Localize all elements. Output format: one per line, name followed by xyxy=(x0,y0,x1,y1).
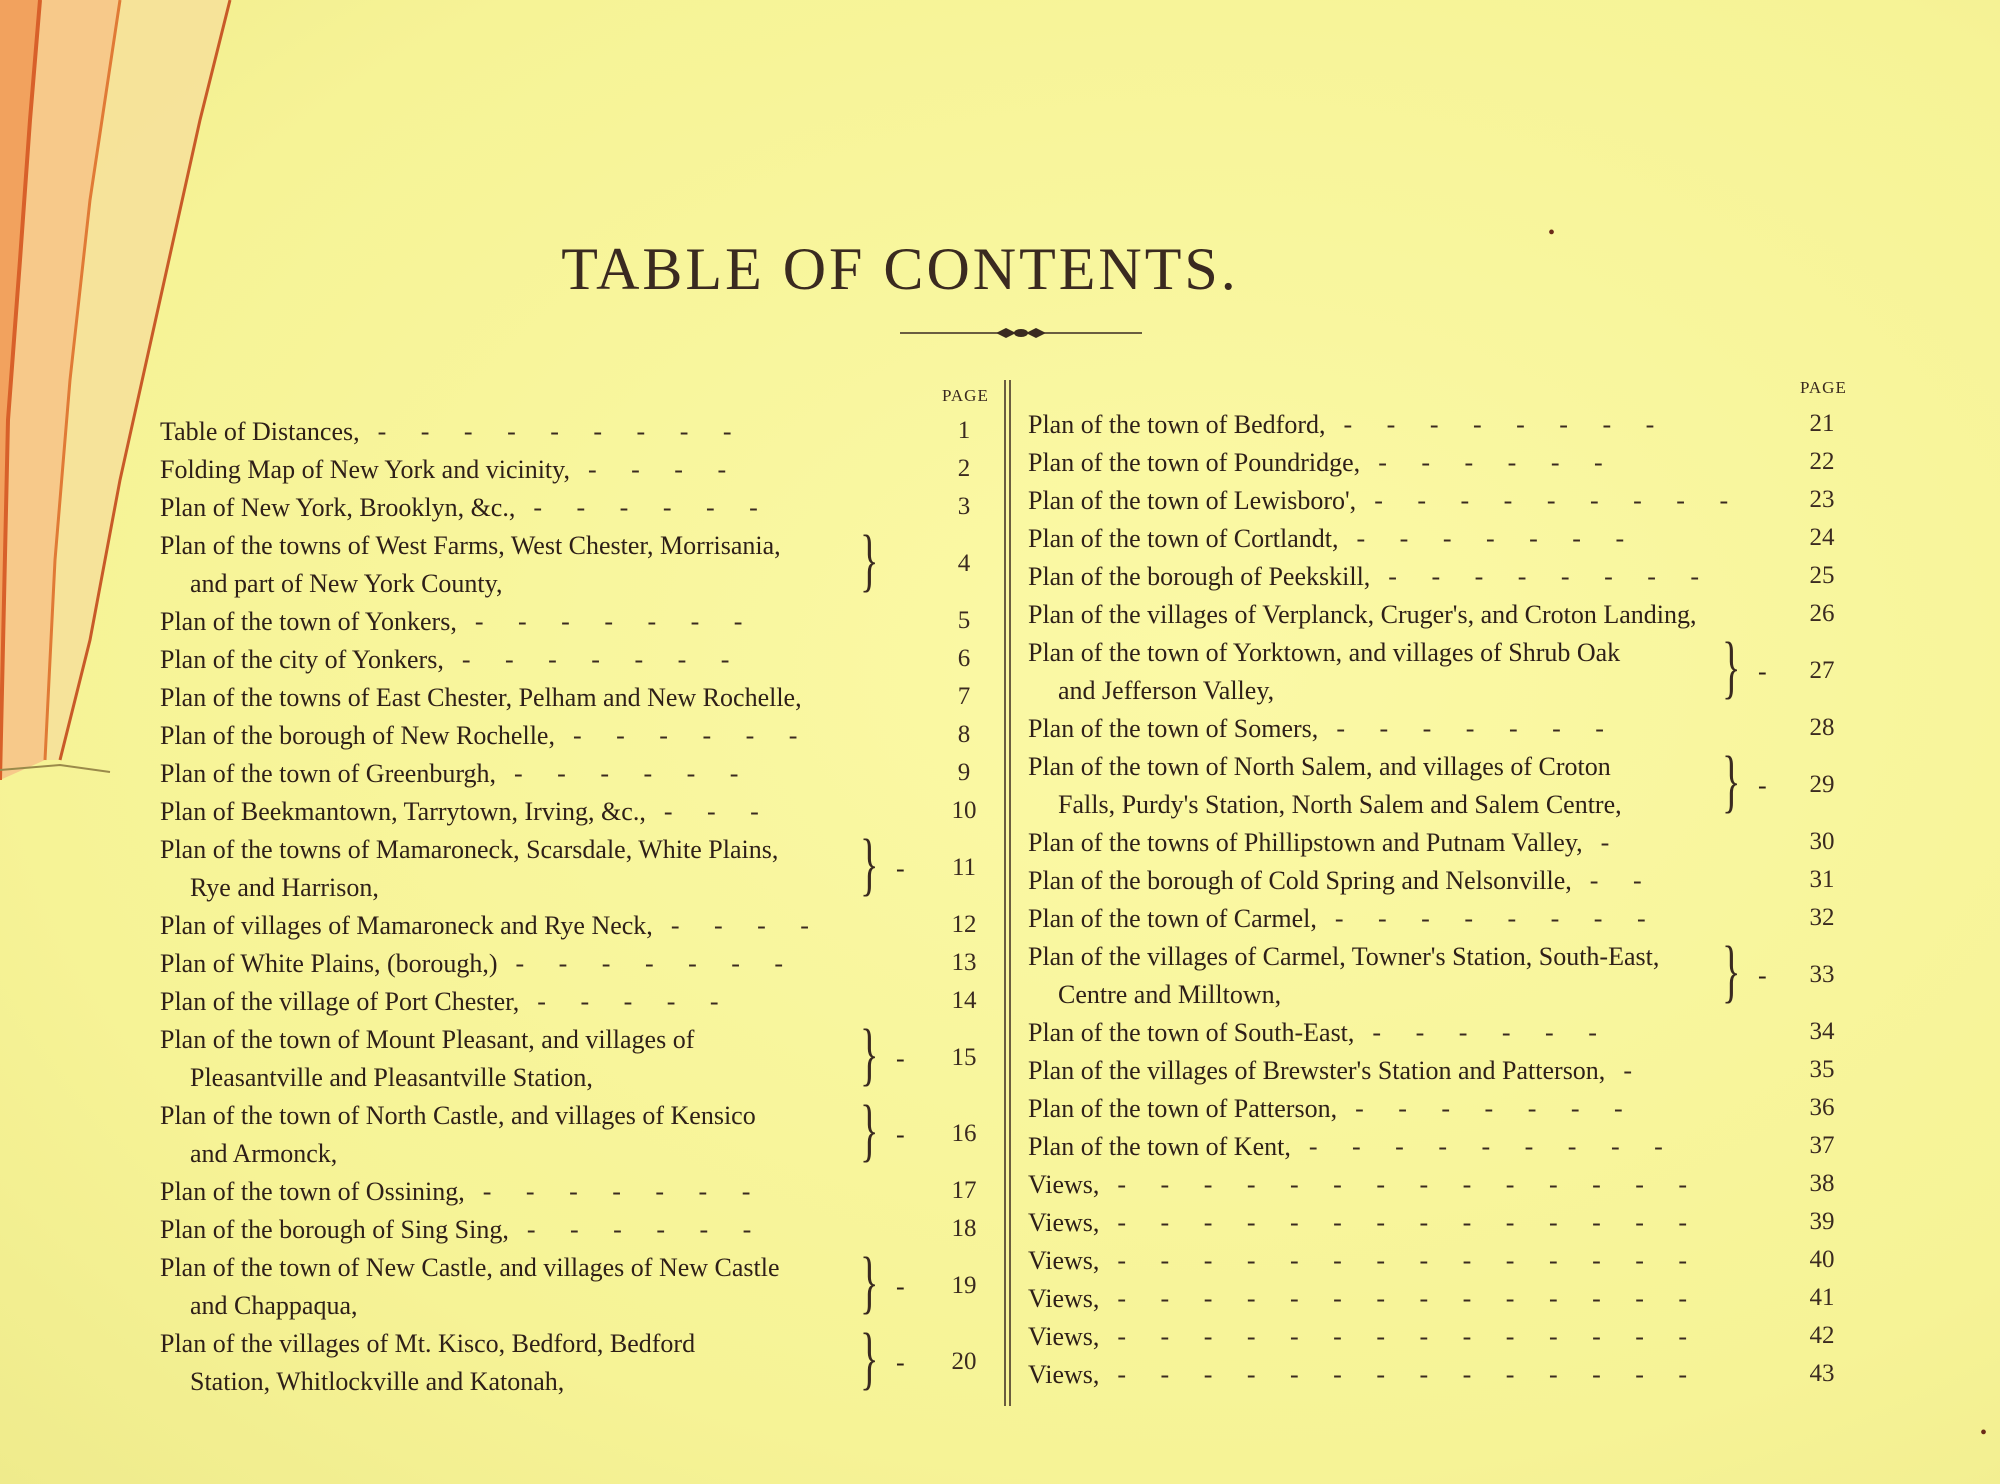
leader-dashes: - - - - - - - xyxy=(1355,1094,1637,1123)
leader-dashes: - - - - - - - xyxy=(461,645,744,674)
toc-entry-text: Views, xyxy=(1028,1208,1100,1237)
page-number: 36 xyxy=(1809,1094,1835,1121)
page-number: 38 xyxy=(1809,1170,1835,1197)
leader-dashes: - xyxy=(896,1272,905,1301)
title-ornament xyxy=(900,326,1142,340)
page-number: 43 xyxy=(1809,1360,1835,1387)
toc-entry xyxy=(1028,862,1656,900)
toc-entry xyxy=(160,1249,780,1325)
leader-dashes: - - - - - - - xyxy=(1336,714,1618,743)
toc-entry-text: Centre and Milltown, xyxy=(1058,980,1282,1009)
page-number: 22 xyxy=(1809,448,1835,475)
toc-entry-text: Views, xyxy=(1028,1284,1100,1313)
page-number: 25 xyxy=(1809,562,1835,589)
leader-dashes: - - - - xyxy=(670,911,823,940)
toc-entry-text: Plan of the town of North Castle, and villages of Kensico xyxy=(160,1101,756,1130)
leader-dashes: - - - - - - - - - - - - - - xyxy=(1117,1246,1702,1275)
toc-entry-text: Plan of the town of Kent, xyxy=(1028,1132,1291,1161)
toc-entry xyxy=(160,1021,694,1097)
leader-dashes: - - - - - - xyxy=(514,759,753,788)
brace-mark: } xyxy=(1722,933,1741,1010)
toc-entry xyxy=(160,1325,695,1401)
page-number: 28 xyxy=(1809,714,1835,741)
leader-dashes: - - - - xyxy=(587,455,741,484)
leader-dashes: - xyxy=(1758,771,1767,800)
toc-entry xyxy=(1028,406,1668,444)
toc-entry-text: Plan of villages of Mamaroneck and Rye Neck, xyxy=(160,911,653,940)
toc-entry-text: Folding Map of New York and vicinity, xyxy=(160,455,570,484)
page-number: 7 xyxy=(957,683,971,710)
toc-entry-text: Plan of the towns of East Chester, Pelham and New Rochelle, xyxy=(160,683,802,712)
page-number: 18 xyxy=(951,1215,977,1242)
toc-entry xyxy=(160,413,746,451)
page-number: 29 xyxy=(1809,771,1835,798)
page-number: 15 xyxy=(951,1044,977,1071)
toc-entry xyxy=(1028,1356,1701,1394)
toc-entry-text: Views, xyxy=(1028,1170,1100,1199)
toc-entry-text: Plan of the borough of Sing Sing, xyxy=(160,1215,509,1244)
toc-entry-text: Falls, Purdy's Station, North Salem and Salem Centre, xyxy=(1058,790,1622,819)
toc-entry xyxy=(1028,1128,1677,1166)
page-number: 26 xyxy=(1809,600,1835,627)
brace-mark: } xyxy=(860,826,879,903)
toc-entry xyxy=(160,945,797,983)
page-number: 14 xyxy=(951,987,977,1014)
toc-entry xyxy=(160,1173,764,1211)
toc-entry-text: Plan of the borough of Peekskill, xyxy=(1028,562,1371,591)
ink-speck: • xyxy=(1548,222,1556,244)
toc-entry-text: Plan of the town of Poundridge, xyxy=(1028,448,1361,477)
toc-entry-text: Plan of the town of Ossining, xyxy=(160,1177,465,1206)
toc-entry xyxy=(160,907,823,945)
toc-entry xyxy=(160,793,773,831)
toc-entry xyxy=(1028,938,1659,1014)
page-number: 4 xyxy=(957,550,971,577)
leader-dashes: - - - - - xyxy=(537,987,733,1016)
page-number: 19 xyxy=(951,1272,977,1299)
leader-dashes: - xyxy=(1600,828,1624,857)
toc-entry xyxy=(160,755,752,793)
leader-dashes: - xyxy=(1758,961,1767,990)
page-number: 23 xyxy=(1809,486,1835,513)
toc-entry-text: Plan of the city of Yonkers, xyxy=(160,645,444,674)
leader-dashes: - - - - - - - - - - - - - - xyxy=(1117,1208,1702,1237)
toc-entry-text: and Armonck, xyxy=(190,1139,338,1168)
toc-entry xyxy=(160,1097,756,1173)
leader-dashes: - - - - - - - xyxy=(474,607,757,636)
leader-dashes: - xyxy=(896,1348,905,1377)
toc-entry-text: Rye and Harrison, xyxy=(190,873,379,902)
leader-dashes: - - - xyxy=(663,797,773,826)
leader-dashes: - - - - - - xyxy=(1378,448,1617,477)
page-number: 10 xyxy=(951,797,977,824)
leader-dashes: - xyxy=(896,1044,905,1073)
toc-entry xyxy=(160,451,740,489)
page-number: 37 xyxy=(1809,1132,1835,1159)
toc-entry-text: Plan of the town of Greenburgh, xyxy=(160,759,497,788)
leader-dashes: - xyxy=(1758,657,1767,686)
leader-dashes: - - - - - - - - xyxy=(1388,562,1714,591)
toc-entry-text: and Chappaqua, xyxy=(190,1291,358,1320)
leader-dashes: - - - - - - xyxy=(526,1215,766,1244)
leader-dashes: - xyxy=(896,1120,905,1149)
toc-entry xyxy=(160,603,756,641)
toc-entry-text: Plan of the villages of Brewster's Station and Patterson, xyxy=(1028,1056,1606,1085)
page-number: 12 xyxy=(951,911,977,938)
page-number: 27 xyxy=(1809,657,1835,684)
toc-entry xyxy=(1028,558,1713,596)
page-column-label-left: PAGE xyxy=(942,386,989,405)
toc-entry-text: Plan of the villages of Mt. Kisco, Bedford, Bedford xyxy=(160,1329,696,1358)
toc-entry-text: Plan of the town of South-East, xyxy=(1028,1018,1355,1047)
toc-entry xyxy=(1028,710,1618,748)
page-number: 8 xyxy=(957,721,971,748)
leader-dashes: - xyxy=(1623,1056,1646,1085)
toc-entry xyxy=(1028,1318,1701,1356)
page-number: 16 xyxy=(951,1120,977,1147)
toc-entry-text: Plan of the villages of Carmel, Towner's Station, South-East, xyxy=(1028,942,1660,971)
toc-entry-text: and part of New York County, xyxy=(190,569,503,598)
toc-entry-text: Plan of White Plains, (borough,) xyxy=(160,949,498,978)
toc-entry xyxy=(1028,900,1660,938)
leader-dashes: - - - - - - - - - - - - - - xyxy=(1117,1322,1702,1351)
brace-mark: } xyxy=(1722,743,1741,820)
page-number: 35 xyxy=(1809,1056,1835,1083)
toc-entry xyxy=(1028,1052,1646,1090)
page-number: 24 xyxy=(1809,524,1835,551)
leader-dashes: - - xyxy=(1589,866,1656,895)
toc-entry-text: Plan of the villages of Verplanck, Cruger's, and Croton Landing, xyxy=(1028,600,1697,629)
leader-dashes: - - - - - - - xyxy=(515,949,798,978)
page-number: 41 xyxy=(1809,1284,1835,1311)
toc-entry-text: Plan of the town of New Castle, and villages of New Castle xyxy=(160,1253,780,1282)
toc-entry xyxy=(160,527,781,603)
toc-entry xyxy=(160,831,778,907)
toc-entry-text: Plan of the town of Yonkers, xyxy=(160,607,457,636)
page-number: 5 xyxy=(957,607,971,634)
toc-entry xyxy=(1028,444,1617,482)
toc-entry-text: Plan of the town of North Salem, and villages of Croton xyxy=(1028,752,1611,781)
toc-entry xyxy=(1028,596,1697,634)
leader-dashes: - xyxy=(896,854,905,883)
brace-mark: } xyxy=(860,1244,879,1321)
page-number: 6 xyxy=(957,645,971,672)
toc-entry xyxy=(1028,1014,1611,1052)
toc-entry-text: Station, Whitlockville and Katonah, xyxy=(190,1367,565,1396)
page-number: 34 xyxy=(1809,1018,1835,1045)
page-title: TABLE OF CONTENTS. xyxy=(561,236,1239,302)
leader-dashes: - - - - - - - xyxy=(1356,524,1639,553)
toc-entry xyxy=(1028,482,1742,520)
toc-entry-text: Plan of the towns of Phillipstown and Putnam Valley, xyxy=(1028,828,1583,857)
brace-mark: } xyxy=(860,522,879,599)
page-number: 1 xyxy=(957,417,971,444)
column-divider xyxy=(1004,380,1012,1406)
toc-entry-text: Plan of the town of Yorktown, and villages of Shrub Oak xyxy=(1028,638,1621,667)
toc-entry-text: Views, xyxy=(1028,1360,1100,1389)
leader-dashes: - - - - - - xyxy=(572,721,812,750)
toc-entry xyxy=(160,1211,765,1249)
toc-entry-text: Views, xyxy=(1028,1322,1100,1351)
toc-entry-text: Plan of the town of Carmel, xyxy=(1028,904,1317,933)
toc-entry-text: and Jefferson Valley, xyxy=(1058,676,1275,705)
leader-dashes: - - - - - - - - - xyxy=(377,417,746,446)
toc-entry xyxy=(160,717,811,755)
toc-entry xyxy=(1028,1204,1701,1242)
ink-speck: • xyxy=(1980,1422,1988,1444)
toc-entry-text: Plan of the town of Mount Pleasant, and villages of xyxy=(160,1025,695,1054)
brace-mark: } xyxy=(860,1016,879,1093)
page-number: 33 xyxy=(1809,961,1835,988)
page-number: 32 xyxy=(1809,904,1835,931)
page-number: 30 xyxy=(1809,828,1835,855)
leader-dashes: - - - - - - xyxy=(1372,1018,1611,1047)
toc-entry-text: Plan of the town of Patterson, xyxy=(1028,1094,1338,1123)
page-number: 39 xyxy=(1809,1208,1835,1235)
page-number: 9 xyxy=(957,759,971,786)
toc-entry-text: Plan of the town of Somers, xyxy=(1028,714,1319,743)
toc-entry xyxy=(1028,1090,1637,1128)
toc-entry-text: Table of Distances, xyxy=(160,417,360,446)
page-number: 31 xyxy=(1809,866,1835,893)
leader-dashes: - - - - - - - - - - - - - - xyxy=(1117,1170,1702,1199)
leader-dashes: - - - - - - - - xyxy=(1334,904,1660,933)
toc-entry-text: Plan of the towns of West Farms, West Chester, Morrisania, xyxy=(160,531,781,560)
toc-entry-text: Plan of Beekmantown, Tarrytown, Irving, &c., xyxy=(160,797,646,826)
leader-dashes: - - - - - - - - - xyxy=(1374,486,1743,515)
page-number: 3 xyxy=(957,493,971,520)
brace-mark: } xyxy=(860,1092,879,1169)
leader-dashes: - - - - - - - - xyxy=(1343,410,1669,439)
leader-dashes: - - - - - - - xyxy=(482,1177,765,1206)
leader-dashes: - - - - - - - - - xyxy=(1308,1132,1677,1161)
toc-entry xyxy=(1028,634,1620,710)
page-number: 40 xyxy=(1809,1246,1835,1273)
toc-entry-text: Views, xyxy=(1028,1246,1100,1275)
toc-entry xyxy=(1028,1166,1701,1204)
toc-entry xyxy=(160,641,743,679)
page-number: 2 xyxy=(957,455,971,482)
toc-entry-text: Plan of the borough of New Rochelle, xyxy=(160,721,555,750)
toc-entry xyxy=(160,489,772,527)
toc-entry xyxy=(1028,520,1638,558)
toc-entry xyxy=(160,983,733,1021)
toc-entry xyxy=(1028,1280,1701,1318)
leader-dashes: - - - - - - xyxy=(533,493,772,522)
toc-entry-text: Plan of the towns of Mamaroneck, Scarsdale, White Plains, xyxy=(160,835,779,864)
toc-entry-text: Plan of the village of Port Chester, xyxy=(160,987,520,1016)
page-number: 13 xyxy=(951,949,977,976)
leader-dashes: - - - - - - - - - - - - - - xyxy=(1117,1284,1702,1313)
brace-mark: } xyxy=(1722,629,1741,706)
toc-entry xyxy=(1028,748,1622,824)
toc-entry xyxy=(160,679,802,717)
toc-entry-text: Plan of New York, Brooklyn, &c., xyxy=(160,493,516,522)
toc-entry xyxy=(1028,1242,1701,1280)
toc-entry-text: Plan of the town of Cortlandt, xyxy=(1028,524,1339,553)
page-number: 20 xyxy=(951,1348,977,1375)
toc-entry-text: Pleasantville and Pleasantville Station, xyxy=(190,1063,593,1092)
page-number: 42 xyxy=(1809,1322,1835,1349)
toc-entry-text: Plan of the borough of Cold Spring and Nelsonville, xyxy=(1028,866,1572,895)
toc-entry xyxy=(1028,824,1623,862)
page-number: 17 xyxy=(951,1177,977,1204)
page-number: 11 xyxy=(951,854,977,881)
brace-mark: } xyxy=(860,1320,879,1397)
toc-entry-text: Plan of the town of Bedford, xyxy=(1028,410,1326,439)
page-number: 21 xyxy=(1809,410,1835,437)
toc-entry-text: Plan of the town of Lewisboro', xyxy=(1028,486,1357,515)
leader-dashes: - - - - - - - - - - - - - - xyxy=(1117,1360,1702,1389)
page-column-label-right: PAGE xyxy=(1800,378,1847,397)
